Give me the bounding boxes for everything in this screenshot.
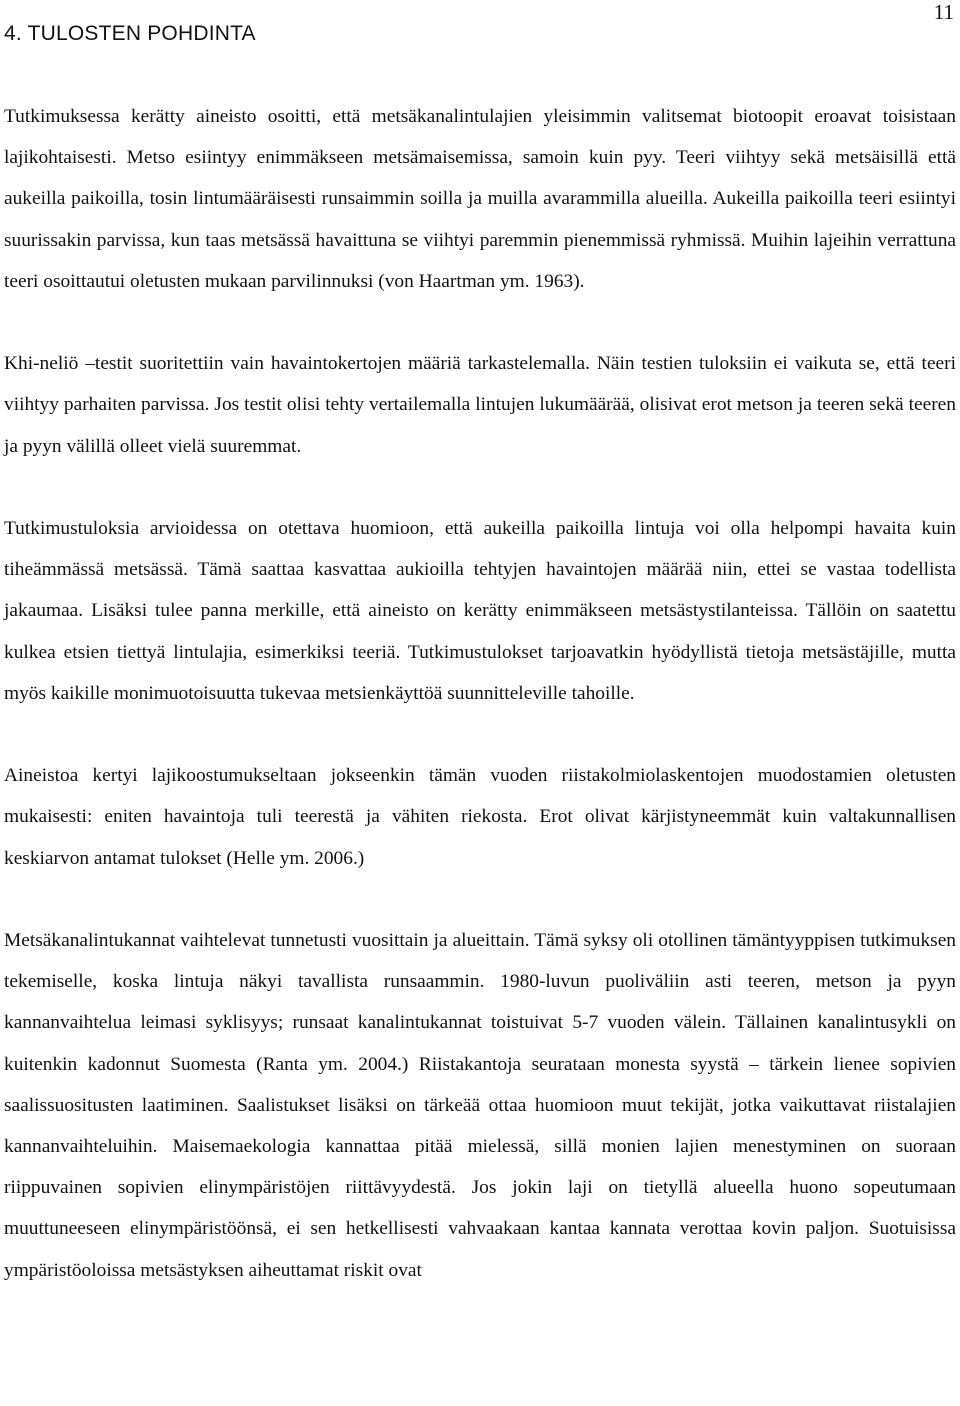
paragraph-3: Tutkimustuloksia arvioidessa on otettava huomioon, että aukeilla paikoilla lintuja voi olla helpompi havaita kuin tiheämmässä metsässä. Tämä saattaa kasvattaa aukioilla tehtyjen havaintojen määrää niin, ettei se vastaa todellista jakaumaa. Lisäksi tulee panna merkille, että aineisto on kerätty enimmäkseen metsästystilanteissa. Tällöin on saatettu kulkea etsien tiettyä lintulajia, esimerkiksi teeriä. Tutkimustulokset tarjoavatkin hyödyllistä tietoja metsästäjille, mutta myös kaikille monimuotoisuutta tukevaa metsienkäyttöä suunnitteleville tahoille. [4,518,956,704]
page-number: 11 [933,0,954,24]
section-heading: 4. TULOSTEN POHDINTA [4,22,256,45]
paragraph-1: Tutkimuksessa kerätty aineisto osoitti, että metsäkanalintulajien yleisimmin valitsemat biotoopit eroavat toisistaan lajikohtaisesti. Metso esiintyy enimmäkseen metsämaisemissa, samoin kuin pyy. Teeri viihtyy sekä metsäisillä että aukeilla paikoilla, tosin lintumääräisesti runsaimmin soilla ja muilla avarammilla alueilla. Aukeilla paikoilla teeri esiintyi suurissakin parvissa, kun taas metsässä havaittuna se viihtyi paremmin pienemmissä ryhmissä. Muihin lajeihin verrattuna teeri osoittautui oletusten mukaan parvilinnuksi (von Haartman ym. 1963). [4,106,956,292]
paragraph-gap [4,302,956,343]
paragraph-gap [4,467,956,508]
paragraph-gap [4,714,956,755]
body-text [4,96,956,1291]
paragraph-2: Khi-neliö –testit suoritettiin vain havaintokertojen määriä tarkastelemalla. Näin testien tuloksiin ei vaikuta se, että teeri viihtyy parhaiten parvissa. Jos testit olisi tehty vertailemalla lintujen lukumäärää, olisivat erot metson ja teeren sekä teeren ja pyyn välillä olleet vielä suuremmat. [4,353,956,457]
paragraph-4: Aineistoa kertyi lajikoostumukseltaan jokseenkin tämän vuoden riistakolmiolaskentojen muodostamien oletusten mukaisesti: eniten havaintoja tuli teerestä ja vähiten riekosta. Erot olivat kärjistyneemmät kuin valtakunnallisen keskiarvon antamat tulokset (Helle ym. 2006.) [4,765,956,869]
paragraph-5: Metsäkanalintukannat vaihtelevat tunnetusti vuosittain ja alueittain. Tämä syksy oli otollinen tämäntyyppisen tutkimuksen tekemiselle, koska lintuja näkyi tavallista runsaammin. 1980-luvun puoliväliin asti teeren, metson ja pyyn kannanvaihtelua leimasi syklisyys; runsaat kanalintukannat toistuivat 5-7 vuoden välein. Tällainen kanalintusykli on kuitenkin kadonnut Suomesta (Ranta ym. 2004.) Riistakantoja seurataan monesta syystä – tärkein lienee sopivien saalissuositusten laatiminen. Saalistukset lisäksi on tärkeää ottaa huomioon muut tekijät, jotka vaikuttavat riistalajien kannanvaihteluihin. Maisemaekologia kannattaa pitää mielessä, sillä monien lajien menestyminen on suoraan riippuvainen sopivien elinympäristöjen riittävyydestä. Jos jokin laji on tietyllä alueella huono sopeutumaan muuttuneeseen elinympäristöönsä, ei sen hetkellisesti vahvaakaan kantaa kannata verottaa kovin paljon. Suotuisissa ympäristöoloissa metsästyksen aiheuttamat riskit ovat [4,930,956,1281]
paragraph-gap [4,879,956,920]
